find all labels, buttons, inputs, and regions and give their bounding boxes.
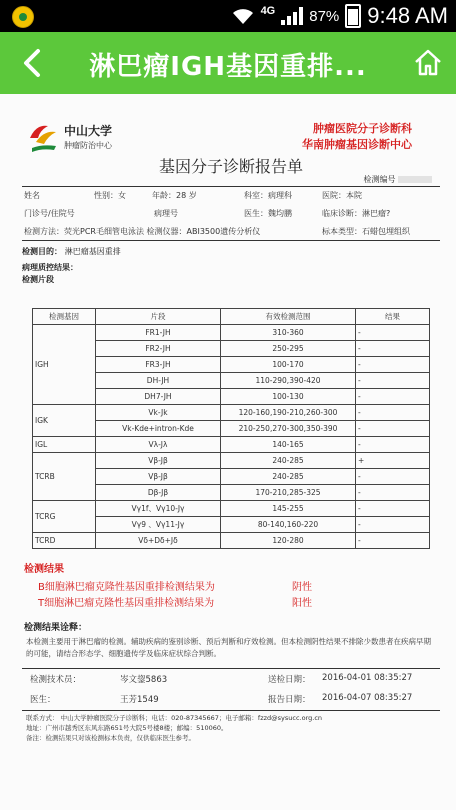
result-cell: - xyxy=(356,533,430,549)
range-cell: 110-290,390-420 xyxy=(221,373,356,389)
fragment-cell: Vλ-Jλ xyxy=(96,437,221,453)
range-cell: 145-255 xyxy=(221,501,356,517)
fragment-cell: DH7-JH xyxy=(96,389,221,405)
fragment-label: 检测片段 xyxy=(22,275,54,284)
footer-address: 地址：广州市越秀区东风东路651号大院5号楼8楼；邮编：510060。 xyxy=(26,724,228,732)
fragment-cell: Vβ-Jβ xyxy=(96,453,221,469)
table-header: 结果 xyxy=(356,309,430,325)
table-row xyxy=(33,325,430,341)
divider xyxy=(22,710,440,711)
gene-cell: TCRD xyxy=(33,533,96,549)
report-title: 基因分子诊断报告单 xyxy=(158,157,303,176)
divider xyxy=(22,186,440,187)
results-table xyxy=(32,308,430,549)
result-cell: - xyxy=(356,485,430,501)
result-cell: - xyxy=(356,469,430,485)
report-image xyxy=(0,94,456,810)
range-cell: 170-210,285-325 xyxy=(221,485,356,501)
result-cell: - xyxy=(356,357,430,373)
result-cell: + xyxy=(356,453,430,469)
range-cell: 120-160,190-210,260-300 xyxy=(221,405,356,421)
range-cell: 140-165 xyxy=(221,437,356,453)
network-type: 4G xyxy=(260,5,276,17)
gene-cell: TCRG xyxy=(33,501,96,533)
gene-cell: IGL xyxy=(33,437,96,453)
logo-mark-icon xyxy=(26,120,60,156)
battery-icon xyxy=(345,4,361,28)
report-number-label: 检测编号 xyxy=(363,174,432,185)
fragment-cell: FR1-JH xyxy=(96,325,221,341)
range-cell: 240-285 xyxy=(221,469,356,485)
gene-cell: IGK xyxy=(33,405,96,437)
result-cell: - xyxy=(356,341,430,357)
result-cell: - xyxy=(356,421,430,437)
result-cell: - xyxy=(356,389,430,405)
result-cell: - xyxy=(356,517,430,533)
range-cell: 80-140,160-220 xyxy=(221,517,356,533)
report-document: 中山大学 肿瘤防治中心 肿瘤医院分子诊断科 华南肿瘤基因诊断中心 基因分子诊断报告单 检测编号 姓名 性别：女 年龄：28 岁 科室：病理科 医院：本院 门诊号/住院号 病理号 医生：魏均鹏 临床诊断：淋巴瘤? 检测方法：荧光PCR毛细管电泳法 检测仪器：ABI3500遗传分析仪 标本类型：石蜡包埋组织 检测目的： 淋巴瘤基因重排 病理质控结果： 检测片段 检测基因 片段 有效检测范围 结果 IGH FR1-JH 310-360 - FR2-JH 250-295 - FR3-JH 100-170 - DH-JH 110-290,390-420 - DH7-JH 100-130 - IGK Vk-Jk 120-160,190-210,260-300 - Vk-Kde+intron-Kde 210-250,270-300,350-390 - IGL Vλ-Jλ 140-165 - TCRB Vβ-Jβ 240-285 + Vβ-Jβ 240-285 - Dβ-Jβ 170-210,285-325 - TCRG Vγ1f、Vγ10-Jγ 145-255 - Vγ9 、Vγ11-Jγ 80-140,160-220 - TCRD Vδ+Dδ+Jδ 120-280 - 检测结果 B细胞淋巴瘤克隆性基因重排检测结果为 阴性 T细胞淋巴瘤克隆性基因重排检测结果为 阳性 检测结果诠释： 本检测主要用于淋巴瘤的检测。辅助疾病的鉴别诊断、预后判断和疗效检测。但本检测阴性结果不排除少数患者在疾病早期的可能，请结合形态学、细胞遗传学及临床症状综合判断。 检测技术员： 岑文鋆5863 送检日期： 2016-04-01 08:35:27 医生： 王芳1549 报告日期： 2016-04-07 08:35:27 联系方式： 中山大学肿瘤医院分子诊断科；电话：020-87345667；电子邮箱：fzzd@sysucc.org.cn 地址：广州市越秀区东风东路651号大院5号楼8楼；邮编：510060。 备注：检测结果只对该检测标本负责，仅供临床医生参考。 xyxy=(22,112,440,802)
fragment-cell: Dβ-Jβ xyxy=(96,485,221,501)
fragment-cell: FR2-JH xyxy=(96,341,221,357)
range-cell: 100-170 xyxy=(221,357,356,373)
qc-label: 病理质控结果： xyxy=(22,263,78,272)
range-cell: 250-295 xyxy=(221,341,356,357)
result-title: 检测结果 xyxy=(24,564,64,575)
range-cell: 120-280 xyxy=(221,533,356,549)
result-cell: - xyxy=(356,405,430,421)
table-header: 有效检测范围 xyxy=(221,309,356,325)
b-cell-result: B细胞淋巴瘤克隆性基因重排检测结果为 阴性 xyxy=(38,582,312,593)
table-header: 检测基因 xyxy=(33,309,96,325)
logo-subtitle: 肿瘤防治中心 xyxy=(64,141,112,150)
notification-app-icon xyxy=(12,6,34,28)
table-row xyxy=(33,501,430,517)
table-header-row xyxy=(33,309,430,325)
range-cell: 240-285 xyxy=(221,453,356,469)
app-bar xyxy=(0,32,456,94)
table-row xyxy=(33,533,430,549)
home-icon[interactable] xyxy=(412,46,444,78)
range-cell: 310-360 xyxy=(221,325,356,341)
fragment-cell: DH-JH xyxy=(96,373,221,389)
fragment-cell: Vβ-Jβ xyxy=(96,469,221,485)
fragment-cell: Vk-Kde+intron-Kde xyxy=(96,421,221,437)
purpose-line: 检测目的： 淋巴瘤基因重排 xyxy=(22,247,121,256)
table-header: 片段 xyxy=(96,309,221,325)
battery-percent: 87% xyxy=(309,7,340,25)
result-cell: - xyxy=(356,373,430,389)
logo-name: 中山大学 xyxy=(64,124,113,138)
fragment-cell: Vγ1f、Vγ10-Jγ xyxy=(96,501,221,517)
hospital-line-1: 肿瘤医院分子诊断科 xyxy=(313,122,412,135)
hospital-line-2: 华南肿瘤基因诊断中心 xyxy=(302,138,412,151)
footer-note: 备注：检测结果只对该检测标本负责，仅供临床医生参考。 xyxy=(26,734,195,742)
table-row xyxy=(33,437,430,453)
fragment-cell: Vδ+Dδ+Jδ xyxy=(96,533,221,549)
divider xyxy=(22,668,440,669)
interpretation-title: 检测结果诠释： xyxy=(24,623,88,633)
range-cell: 100-130 xyxy=(221,389,356,405)
t-cell-result: T细胞淋巴瘤克隆性基因重排检测结果为 阳性 xyxy=(38,598,312,609)
footer-contact: 联系方式： 中山大学肿瘤医院分子诊断科；电话：020-87345667；电子邮箱：fzzd@sysucc.org.cn xyxy=(26,714,323,722)
divider xyxy=(22,240,440,241)
fragment-cell: Vγ9 、Vγ11-Jγ xyxy=(96,517,221,533)
interpretation-text: 本检测主要用于淋巴瘤的检测。辅助疾病的鉴别诊断、预后判断和疗效检测。但本检测阴性结果不排除少数患者在疾病早期的可能，请结合形态学、细胞遗传学及临床症状综合判断。 xyxy=(26,637,431,658)
status-bar xyxy=(0,0,456,32)
gene-cell: IGH xyxy=(33,325,96,405)
fragment-cell: FR3-JH xyxy=(96,357,221,373)
result-cell: - xyxy=(356,437,430,453)
table-row xyxy=(33,453,430,469)
page-title: 淋巴瘤IGH基因重排... xyxy=(89,52,367,82)
signal-icon xyxy=(281,7,303,25)
clock: 9:48 AM xyxy=(367,3,448,28)
wifi-icon xyxy=(231,7,255,25)
result-cell: - xyxy=(356,325,430,341)
gene-cell: TCRB xyxy=(33,453,96,501)
table-row xyxy=(33,405,430,421)
result-cell: - xyxy=(356,501,430,517)
range-cell: 210-250,270-300,350-390 xyxy=(221,421,356,437)
fragment-cell: Vk-Jk xyxy=(96,405,221,421)
